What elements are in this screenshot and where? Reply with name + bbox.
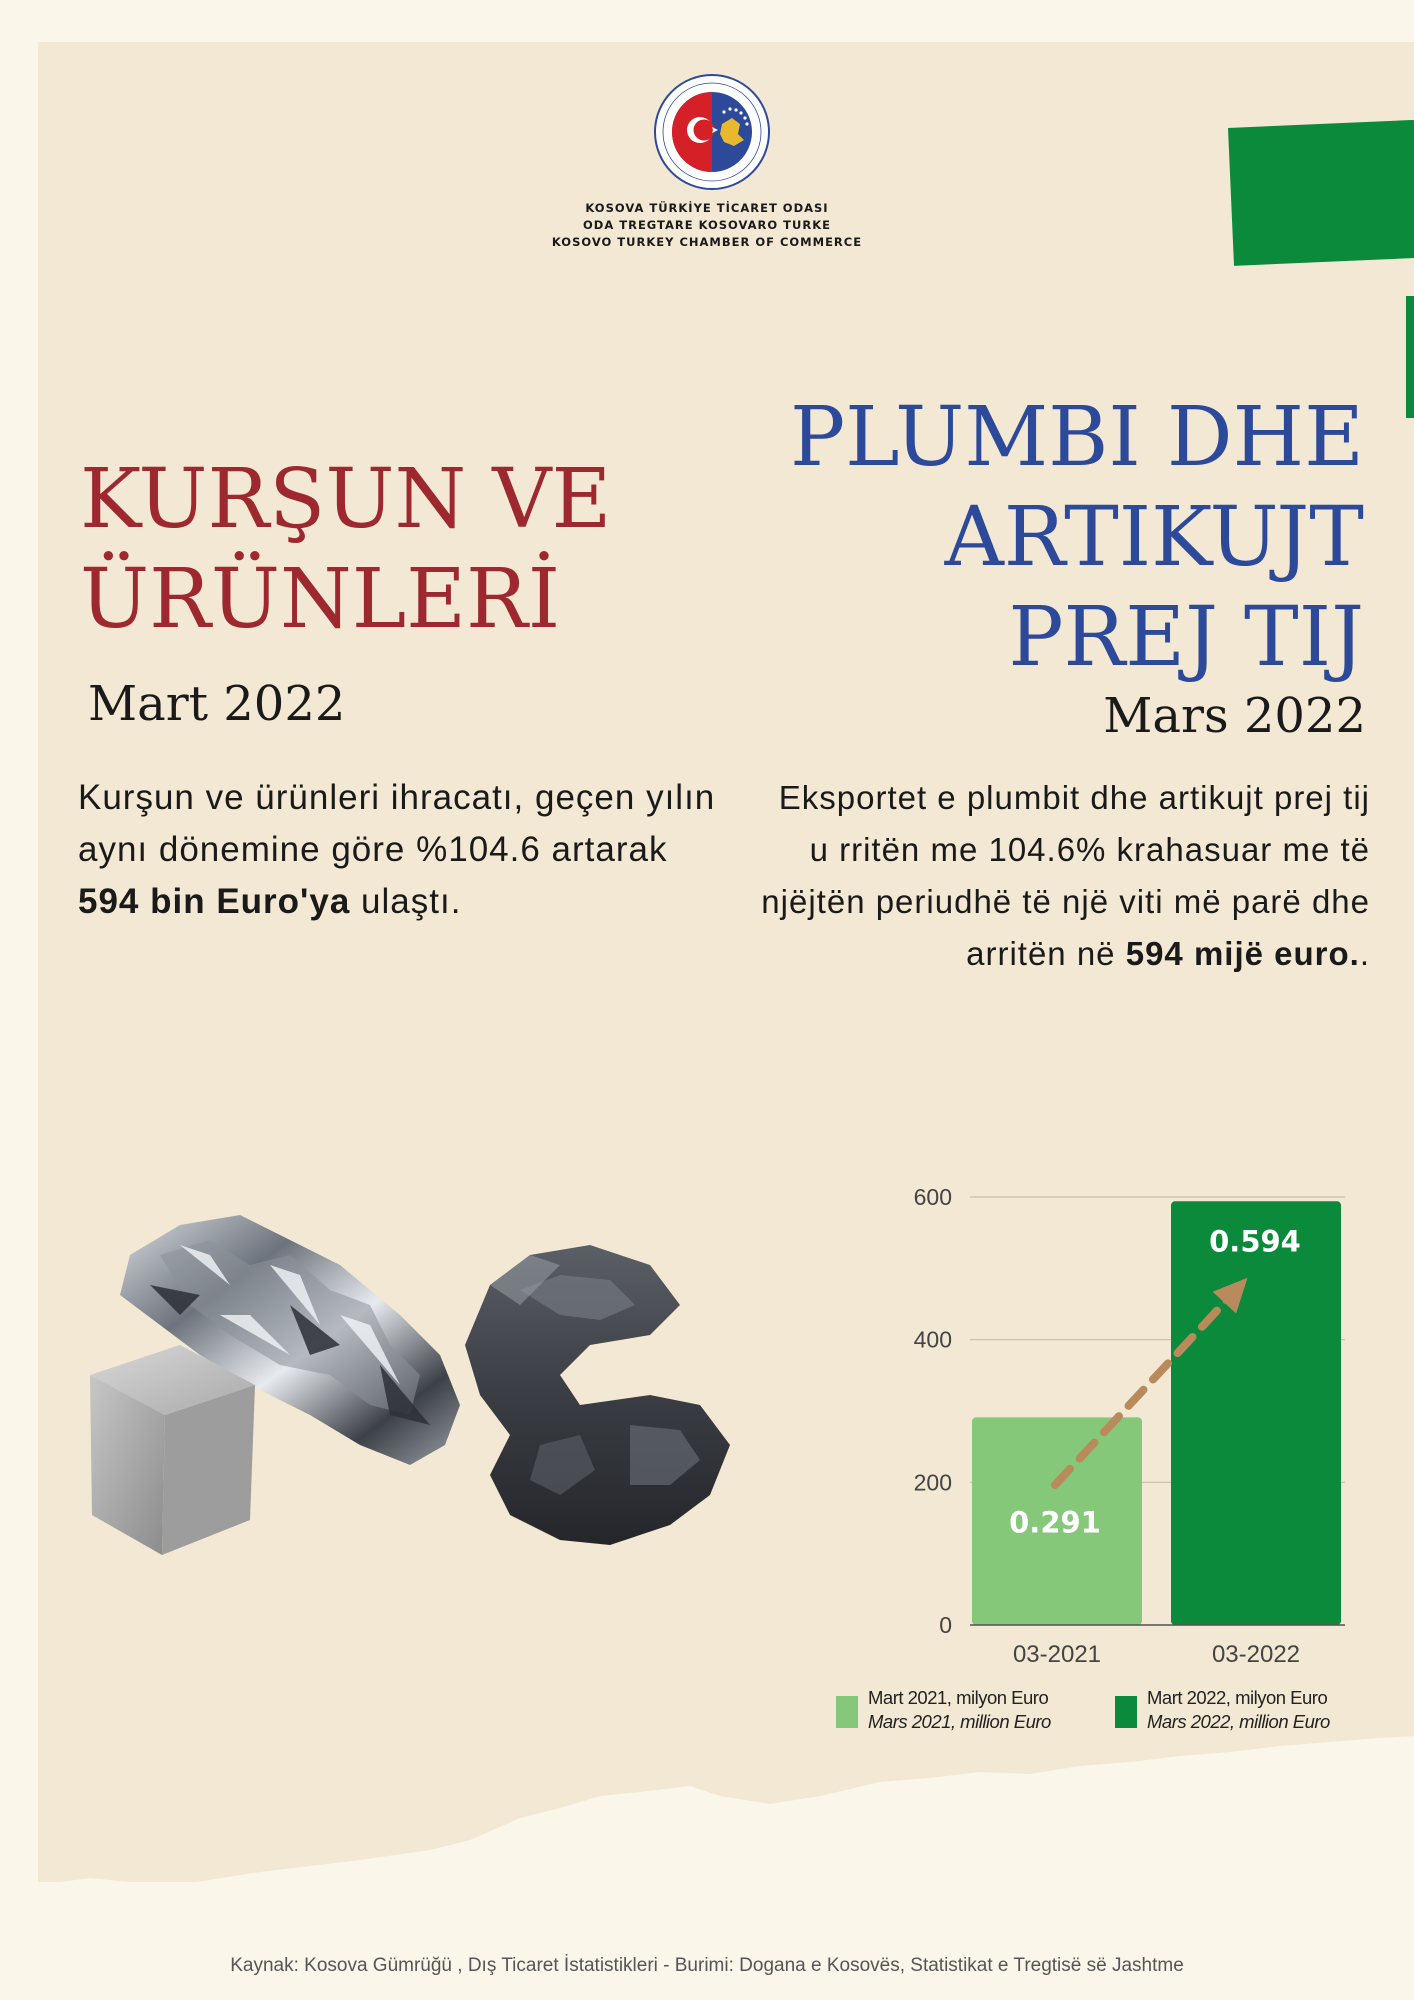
description-albanian-highlight: 594 mijë euro. bbox=[1125, 935, 1360, 972]
org-name-turkish: KOSOVA TÜRKİYE TİCARET ODASI bbox=[585, 201, 829, 215]
description-albanian bbox=[750, 772, 1370, 980]
legend-2021-line-1: Mart 2021, milyon Euro bbox=[868, 1687, 1049, 1708]
org-name-albanian: ODA TREGTARE KOSOVARO TURKE bbox=[583, 218, 831, 232]
decorative-green-edge bbox=[1406, 296, 1414, 418]
export-bar-chart bbox=[880, 1170, 1360, 1750]
date-albanian: Mars 2022 bbox=[1103, 688, 1366, 744]
title-turkish bbox=[80, 450, 700, 650]
organization-name bbox=[457, 200, 957, 251]
title-turkish-line-2: ÜRÜNLERİ bbox=[80, 552, 561, 647]
description-albanian-text: Eksportet e plumbit dhe artikujt prej tij u rritën me 104.6% krahasuar me të njëjtën periudhë të një viti më parë dhe arritën në bbox=[761, 779, 1370, 972]
description-turkish bbox=[78, 772, 738, 928]
description-turkish-highlight: 594 bin Euro'ya bbox=[78, 882, 351, 921]
title-albanian-line-2: ARTIKUJT bbox=[944, 490, 1364, 585]
title-albanian bbox=[664, 388, 1364, 688]
title-turkish-line-1: KURŞUN VE bbox=[80, 452, 612, 547]
y-tick-label-2: 400 bbox=[913, 1326, 952, 1353]
description-turkish-text: Kurşun ve ürünleri ihracatı, geçen yılın aynı dönemine göre %104.6 artarak bbox=[78, 778, 716, 869]
y-tick-label-1: 200 bbox=[913, 1469, 952, 1496]
source-note: Kaynak: Kosova Gümrüğü , Dış Ticaret İstatistikleri - Burimi: Dogana e Kosovës, Statistikat e Tregtisë së Jashtme bbox=[230, 1955, 1184, 1976]
title-albanian-line-1: PLUMBI DHE bbox=[789, 390, 1364, 485]
date-turkish: Mart 2022 bbox=[88, 676, 346, 732]
title-albanian-line-3: PREJ TIJ bbox=[1008, 590, 1364, 685]
data-label-0: 0.291 bbox=[1009, 1505, 1101, 1540]
org-name-english: KOSOVO TURKEY CHAMBER OF COMMERCE bbox=[551, 235, 863, 249]
x-tick-label-1: 03-2022 bbox=[1211, 1641, 1301, 1668]
x-tick-label-0: 03-2021 bbox=[1012, 1641, 1102, 1668]
legend-2022-line-1: Mart 2022, milyon Euro bbox=[1147, 1687, 1328, 1708]
lead-ore-lump bbox=[465, 1245, 730, 1545]
legend-swatch-2022 bbox=[1115, 1696, 1137, 1728]
legend-2022-line-2: Mars 2022, million Euro bbox=[1147, 1711, 1330, 1732]
description-turkish-end: ulaştı. bbox=[350, 882, 462, 921]
lead-samples-image bbox=[90, 1195, 810, 1635]
chamber-logo bbox=[652, 72, 772, 192]
legend-2021-line-2: Mars 2021, million Euro bbox=[868, 1711, 1051, 1732]
bar-03-2022 bbox=[1171, 1201, 1341, 1625]
description-albanian-end: . bbox=[1359, 935, 1370, 972]
legend-swatch-2021 bbox=[836, 1696, 858, 1728]
y-tick-label-0: 0 bbox=[939, 1612, 952, 1638]
lead-cube bbox=[90, 1345, 255, 1555]
data-label-1: 0.594 bbox=[1209, 1224, 1301, 1259]
y-tick-label-3: 600 bbox=[913, 1184, 952, 1210]
decorative-green-tab bbox=[1228, 120, 1414, 266]
